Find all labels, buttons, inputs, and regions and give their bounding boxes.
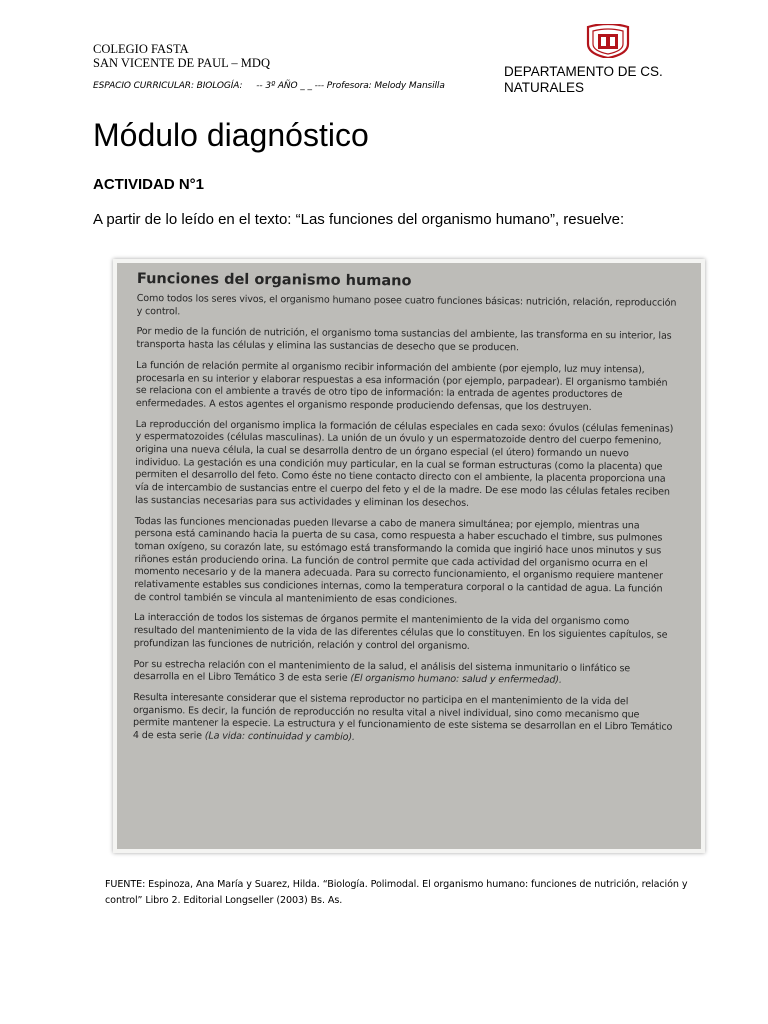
photo-content — [117, 263, 701, 849]
school-name: COLEGIO FASTA — [93, 42, 189, 56]
source-citation: FUENTE: Espinoza, Ana María y Suarez, Hilda. “Biología. Polimodal. El organismo humano: funciones de nutrición, relación y control” Libro 2. Editorial Longseller (2003) Bs. As. — [105, 879, 688, 906]
photo-paragraph-italic: (El organismo humano: salud y enfermedad). — [350, 673, 562, 687]
photo-paragraph — [133, 659, 673, 689]
photo-text-block — [133, 271, 677, 755]
school-shield-logo-icon — [584, 24, 632, 58]
department-line-1: DEPARTAMENTO DE CS. — [504, 64, 663, 79]
photo-paragraph — [133, 692, 673, 748]
photo-paragraph: Todas las funciones mencionadas pueden llevarse a cabo de manera simultánea; por ejemplo, mientras una persona está caminando hacia la puerta de su casa, como respuesta a haber escuchado el timbre, sus pulmones toman oxígeno, su corazón late, su estómago está transformando la comida que ingirió hace unos minutos y sus riñones están produciendo orina. La función de control permite que cada actividad del organismo ocurra en el momento necesario y de la manera adecuada. Para su correcto funcionamiento, el organismo requiere mantener relativamente estables sus condiciones internas, como la temperatura corporal o la cantidad de agua. La función de control también se vincula al mantenimiento de esas condiciones. — [134, 515, 663, 606]
photo-paragraph: Como todos los seres vivos, el organismo humano posee cuatro funciones básicas: nutrición, relación, reproducción y control. — [136, 292, 677, 318]
photo-heading: Funciones del organismo humano — [136, 271, 412, 290]
curricular-space-line: ESPACIO CURRICULAR: BIOLOGÍA: -- 3º AÑO _ _ --- Profesora: Melody Mansilla — [93, 81, 445, 91]
photo-paragraph: La interacción de todos los sistemas de órganos permite el mantenimiento de la vida del organismo como resultado del mantenimiento de la vida de las diferentes células que lo constituyen. En los siguientes capítulos, se profundizan las funciones de nutrición, relación y control del organismo. — [133, 612, 668, 652]
activity-instruction: A partir de lo leído en el texto: “Las funciones del organismo humano”, resuelve: — [93, 211, 625, 228]
textbook-photo — [113, 259, 705, 853]
school-header — [93, 42, 270, 70]
photo-paragraph: Por medio de la función de nutrición, el organismo toma sustancias del ambiente, las transforma en su interior, las transporta hasta las células y elimina las sustancias de desecho que se producen. — [136, 326, 672, 354]
photo-paragraph: La función de relación permite al organismo recibir información del ambiente (por ejemplo, luz muy intensa), procesarla en su interior y elaborar respuestas a esa información (por ejemplo, parpadear). El organismo también se relaciona con el ambiente a través de otro tipo de información: la entrada de agentes productores de enfermedades. A estos agentes el organismo responde produciendo defensas, que los destruyen. — [135, 359, 668, 413]
page-title: Módulo diagnóstico — [93, 117, 369, 153]
department-label — [504, 64, 663, 96]
photo-paragraph: La reproducción del organismo implica la formación de células especiales en cada sexo: óvulos (células femeninas) y espermatozoides (células masculinas). La unión de un óvulo y un espermatozoide dentro del cuerpo femenino, origina una nueva célula, la cual se desarrolla dentro de un órgano especial (el útero) formando un nuevo individuo. La gestación es una condición muy particular, en la cual se forman estructuras (como la placenta) que permiten el desarrollo del feto. Como éste no tiene contacto directo con el ambiente, la placenta proporciona una vía de intercambio de sustancias entre el cuerpo del feto y el de la madre. De ese modo las células fetales reciben las sustancias necesarias para sus actividades y eliminan los desechos. — [134, 418, 674, 509]
activity-heading: ACTIVIDAD N°1 — [93, 176, 205, 193]
photo-paragraph-text: Por su estrecha relación con el mantenimiento de la salud, el análisis del sistema inmunitario o linfático se desarrolla en el Libro Temático 3 de esta serie — [133, 658, 631, 685]
department-line-2: NATURALES — [504, 80, 585, 95]
photo-paragraph-text: Resulta interesante considerar que el sistema reproductor no participa en el mantenimiento de la vida del organismo. Es decir, la función de reproducción no resulta vital a nivel individual, sino como mecanismo que permite mantener la especie. La estructura y el funcionamiento de este sistema se desarrollan en el Libro Temático 4 de esta serie — [132, 691, 673, 742]
photo-paragraph-italic: (La vida: continuidad y cambio). — [204, 730, 355, 744]
school-location: SAN VICENTE DE PAUL – MDQ — [93, 56, 270, 70]
